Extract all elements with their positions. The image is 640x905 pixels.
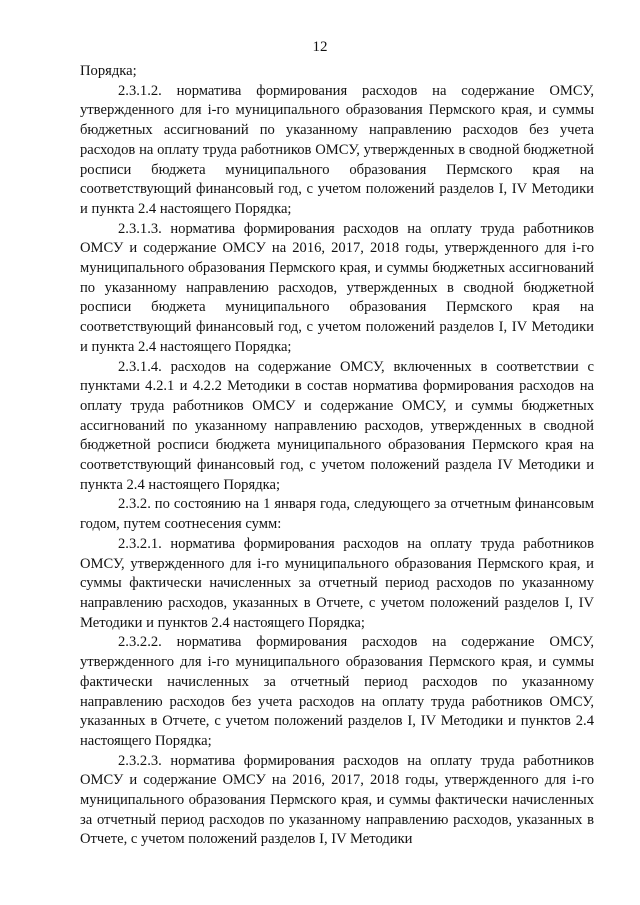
paragraph-2-3-1-4: 2.3.1.4. расходов на содержание ОМСУ, включенных в соответствии с пунктами 4.2.1 и 4.2.2 Методики в состав норматива формирования расходов на оплату труда работников ОМСУ и содержание ОМСУ, и суммы бюджетных ассигнований по указанному направлению расходов, утвержденных в сводной бюджетной росписи бюджета муниципального образования Пермского края на соответствующий финансовый год, с учетом положений раздела IV Методики и пункта 2.4 настоящего Порядка; bbox=[80, 358, 594, 493]
paragraph-2-3-2: 2.3.2. по состоянию на 1 января года, следующего за отчетным финансовым годом, путем соотнесения сумм: bbox=[80, 496, 594, 533]
paragraph-2-3-1-2: 2.3.1.2. норматива формирования расходов на содержание ОМСУ, утвержденного для i-го муниципального образования Пермского края, и суммы бюджетных ассигнований по указанному направлению расходов без учета расходов на оплату труда работников ОМСУ, утвержденных в сводной бюджетной росписи бюджета муниципального образования Пермского края на соответствующий финансовый год, с учетом положений разделов I, IV Методики и пункта 2.4 настоящего Порядка; bbox=[80, 82, 594, 217]
page-number: 12 bbox=[312, 39, 328, 55]
paragraph-2-3-2-1: 2.3.2.1. норматива формирования расходов на оплату труда работников ОМСУ, утвержденного для i-го муниципального образования Пермского края, и суммы фактически начисленных за отчетный период расходов по указанному направлению расходов, указанных в Отчете, с учетом положений разделов I, IV Методики и пунктов 2.4 настоящего Порядка; bbox=[80, 535, 594, 631]
paragraph-2-3-2-3: 2.3.2.3. норматива формирования расходов на оплату труда работников ОМСУ и содержание ОМСУ на 2016, 2017, 2018 годы, утвержденного для i-го муниципального образования Пермского края, и суммы фактически начисленных за отчетный период расходов по указанному направлению расходов, указанных в Отчете, с учетом положений разделов I, IV Методики bbox=[80, 752, 594, 848]
document-body bbox=[80, 62, 594, 850]
paragraph-continuation: Порядка; bbox=[80, 63, 137, 79]
paragraph-2-3-2-2: 2.3.2.2. норматива формирования расходов на содержание ОМСУ, утвержденного для i-го муниципального образования Пермского края, и суммы фактически начисленных за отчетный период расходов по указанному направлению расходов без учета расходов на оплату труда работников ОМСУ, указанных в Отчете, с учетом положений разделов I, IV Методики и пунктов 2.4 настоящего Порядка; bbox=[80, 634, 594, 749]
paragraph-2-3-1-3: 2.3.1.3. норматива формирования расходов на оплату труда работников ОМСУ и содержание ОМСУ на 2016, 2017, 2018 годы, утвержденного для i-го муниципального образования Пермского края, и суммы бюджетных ассигнований по указанному направлению расходов, утвержденных в сводной бюджетной росписи бюджета муниципального образования Пермского края на соответствующий финансовый год, с учетом положений разделов I, IV Методики и пункта 2.4 настоящего Порядка; bbox=[80, 220, 594, 355]
